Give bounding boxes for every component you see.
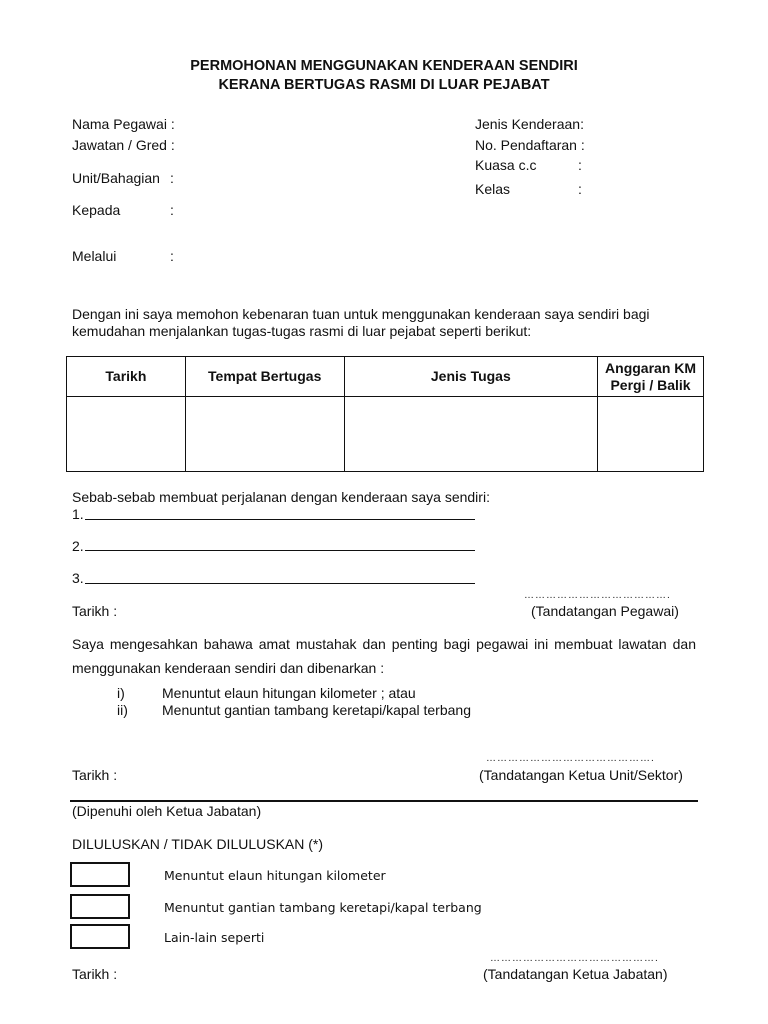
approval-note: (Dipenuhi oleh Ketua Jabatan) <box>72 803 262 819</box>
sig-ketua-unit-dots: ………………………………………. <box>486 753 655 764</box>
reason-1-line[interactable] <box>85 519 475 520</box>
intro-line1: Dengan ini saya memohon kebenaran tuan untuk menggunakan kenderaan saya sendiri bagi <box>72 306 650 322</box>
approval-option-tambang: Menuntut gantian tambang keretapi/kapal terbang <box>164 900 482 915</box>
header-anggaran-km-line1: Anggaran KM <box>605 359 697 376</box>
field-jenis-kenderaan: Jenis Kenderaan: <box>475 116 584 132</box>
header-anggaran-km <box>598 357 704 397</box>
sig-ketua-jabatan-dots: ………………………………………. <box>490 953 659 964</box>
confirm-item-1-num: i) <box>117 685 125 701</box>
confirm-item-2-text: Menuntut gantian tambang keretapi/kapal terbang <box>162 702 471 718</box>
field-kepada-colon: : <box>170 202 174 218</box>
field-nama-pegawai: Nama Pegawai : <box>72 116 175 132</box>
approval-checkbox-km[interactable] <box>70 862 130 887</box>
field-melalui-colon: : <box>170 248 174 264</box>
reason-3-line[interactable] <box>85 583 475 584</box>
field-kuasa-cc: Kuasa c.c <box>475 157 537 173</box>
approval-checkbox-lain[interactable] <box>70 924 130 949</box>
field-kepada: Kepada <box>72 202 121 218</box>
approval-status: DILULUSKAN / TIDAK DILULUSKAN (*) <box>72 836 324 852</box>
field-kuasa-colon: : <box>578 157 582 173</box>
reason-1-number: 1. <box>72 506 84 522</box>
cell-anggaran-km[interactable] <box>598 397 704 472</box>
header-tempat-bertugas: Tempat Bertugas <box>185 357 344 397</box>
reason-2-line[interactable] <box>85 550 475 551</box>
field-melalui: Melalui <box>72 248 117 264</box>
field-unit-bahagian: Unit/Bahagian <box>72 170 160 186</box>
sig-pegawai-tarikh: Tarikh : <box>72 603 118 619</box>
duty-table <box>66 356 704 472</box>
form-title-line1: PERMOHONAN MENGGUNAKAN KENDERAAN SENDIRI <box>190 58 578 74</box>
field-no-pendaftaran: No. Pendaftaran : <box>475 137 585 153</box>
cell-tarikh[interactable] <box>67 397 186 472</box>
field-jawatan-gred: Jawatan / Gred : <box>72 137 175 153</box>
confirm-line1: Saya mengesahkan bahawa amat mustahak dan penting bagi pegawai ini membuat lawatan dan <box>72 636 696 652</box>
approval-option-km: Menuntut elaun hitungan kilometer <box>164 868 386 883</box>
reason-3-number: 3. <box>72 570 84 586</box>
cell-tempat-bertugas[interactable] <box>185 397 344 472</box>
intro-line2: kemudahan menjalankan tugas-tugas rasmi di luar pejabat seperti berikut: <box>72 323 532 339</box>
table-header-row <box>67 357 704 397</box>
field-kelas-colon: : <box>578 181 582 197</box>
confirm-line2: menggunakan kenderaan sendiri dan dibenarkan : <box>72 660 385 676</box>
reason-2-number: 2. <box>72 538 84 554</box>
sig-ketua-unit-label: (Tandatangan Ketua Unit/Sektor) <box>479 767 683 783</box>
approval-checkbox-tambang[interactable] <box>70 894 130 919</box>
reasons-heading: Sebab-sebab membuat perjalanan dengan kenderaan saya sendiri: <box>72 489 490 505</box>
sig-ketua-jabatan-tarikh: Tarikh : <box>72 966 118 982</box>
cell-jenis-tugas[interactable] <box>344 397 598 472</box>
section-divider <box>70 800 698 802</box>
sig-ketua-unit-tarikh: Tarikh : <box>72 767 118 783</box>
approval-option-lain: Lain-lain seperti <box>164 930 265 945</box>
table-row <box>67 397 704 472</box>
sig-pegawai-dots: …………………………………. <box>524 590 671 601</box>
field-unit-colon: : <box>170 170 174 186</box>
header-jenis-tugas: Jenis Tugas <box>344 357 598 397</box>
form-title-line2: KERANA BERTUGAS RASMI DI LUAR PEJABAT <box>218 77 550 93</box>
header-tarikh: Tarikh <box>67 357 186 397</box>
confirm-item-2-num: ii) <box>117 702 128 718</box>
confirm-item-1-text: Menuntut elaun hitungan kilometer ; atau <box>162 685 416 701</box>
sig-pegawai-label: (Tandatangan Pegawai) <box>531 603 679 619</box>
sig-ketua-jabatan-label: (Tandatangan Ketua Jabatan) <box>483 966 668 982</box>
header-anggaran-km-line2: Pergi / Balik <box>610 376 691 393</box>
field-kelas: Kelas <box>475 181 511 197</box>
